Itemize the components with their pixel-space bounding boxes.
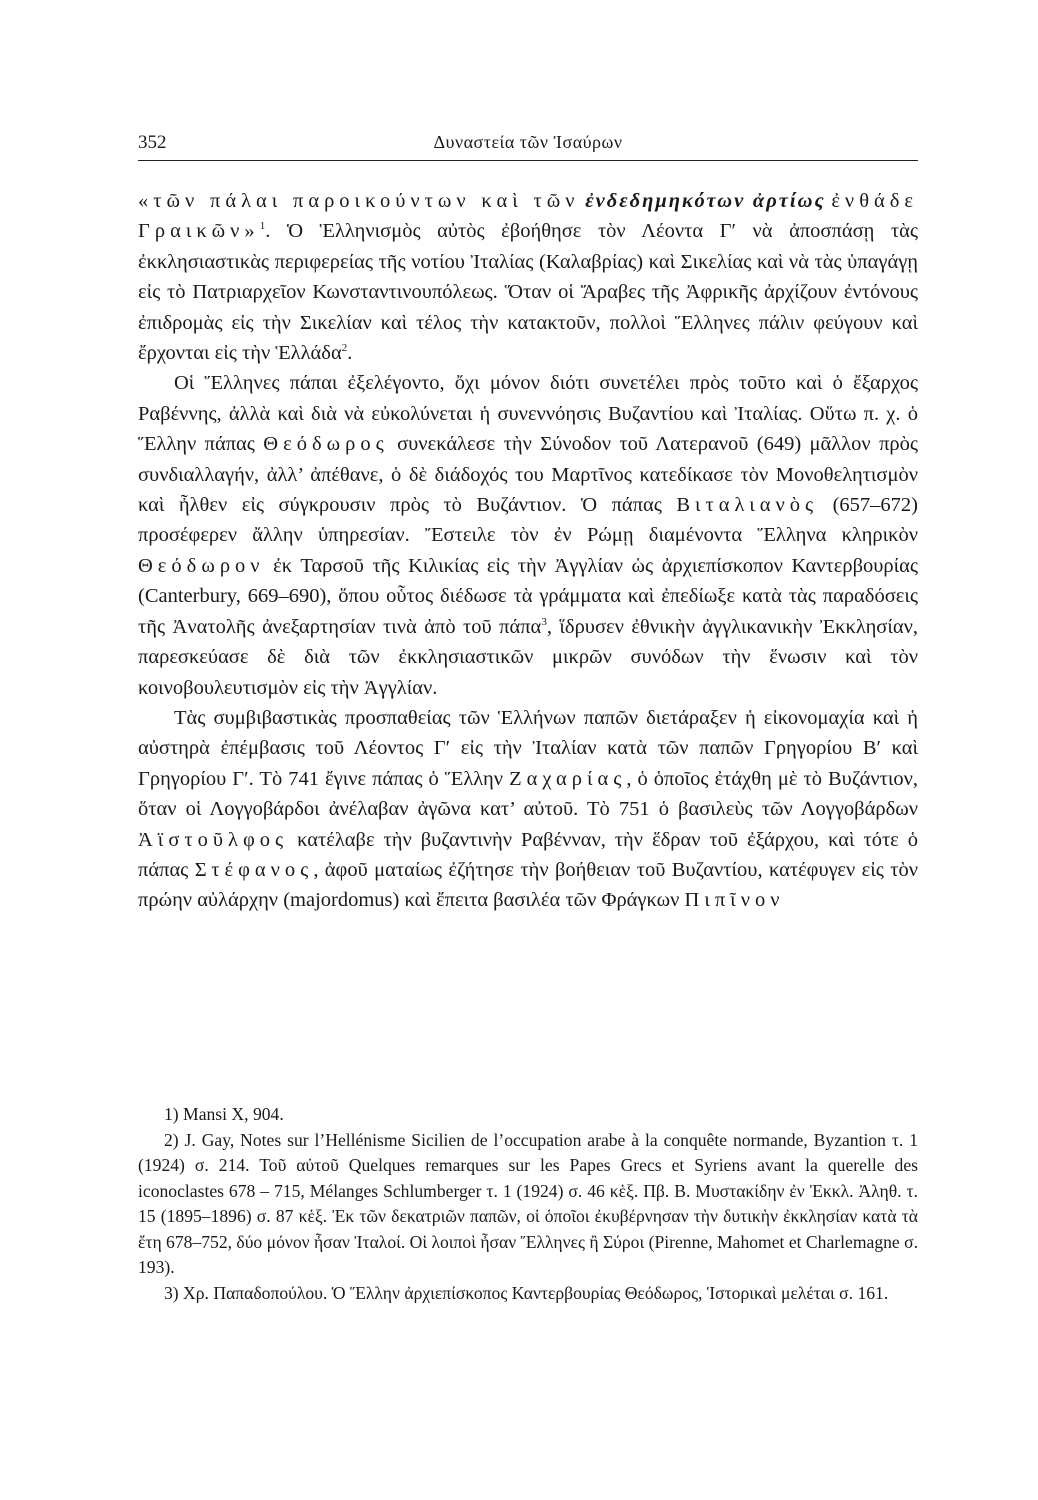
name-theodoron: Θεόδωρον: [138, 554, 265, 577]
name-pipinon: Πιπῖνον: [684, 889, 785, 912]
footnote-ref-1: 1: [259, 220, 266, 233]
paragraph-2-text-d: ἐκ Ταρσοῦ τῆς Κιλικίας εἰς τὴν Ἀγγλίαν ὡς ἀρχιεπίσκοπον Καντερβουρίας (Canterbury, 669–690), ὅπου οὗτος διέδωσε τὰ γράμματα καὶ ἐπεδίωξε κατὰ τὰς παραδόσεις τῆς Ἀνατολῆς ἀνεξαρτησίαν τινὰ ἀπὸ τοῦ πάπα: [138, 554, 919, 638]
paragraph-3-text-c: κατέλαβε τὴν βυζαντινὴν Ραβένναν, τὴν ἕδραν τοῦ ἐξάρχου, καὶ τότε ὁ πάπας: [138, 828, 918, 881]
paragraph-2-text-e: , ἵδρυσεν ἐθνικὴν ἀγγλικανικὴν Ἐκκλησίαν, παρεσκεύασε δὲ διὰ τῶν ἐκκλησιαστικῶν μικρῶν συνόδων τὴν ἕνωσιν καὶ τὸν κοινοβουλευτισμὸν εἰς τὴν Ἀγγλίαν.: [138, 615, 918, 699]
footnote-ref-3: 3: [541, 615, 547, 628]
paragraph-1: [138, 186, 918, 368]
footnotes: [138, 1102, 918, 1306]
paragraph-3: [138, 703, 918, 916]
quote-spaced-end: ἐνθάδε Γραικῶν»: [138, 190, 919, 243]
paragraph-3-text-b: , ὁ ὁποῖος ἐτάχθη μὲ τὸ Βυζάντιον, ὅταν οἱ Λογγοβάρδοι ἀνέλαβαν ἀγῶνα κατ’ αὐτοῦ. Τὸ 751 ὁ βασιλεὺς τῶν Λογγοβάρδων: [138, 767, 918, 821]
footnote-1: 1) Mansi X, 904.: [164, 1104, 284, 1124]
name-theodoros: Θεόδωρος: [263, 433, 389, 456]
page-number: 352: [138, 132, 167, 153]
main-text: [138, 186, 918, 916]
paragraph-3-text-a: Τὰς συμβιβαστικὰς προσπαθείας τῶν Ἑλλήνων παπῶν διετάραξεν ἡ εἰκονομαχία καὶ ἡ αὐστηρὰ ἐπέμβασις τοῦ Λέοντος Γ′ εἰς τὴν Ἰταλίαν κατὰ τῶν παπῶν Γρηγορίου Β′ καὶ Γρηγορίου Γ′. Τὸ 741 ἔγινε πάπας ὁ Ἕλλην: [138, 706, 918, 790]
paragraph-2-text-b: συνεκάλεσε τὴν Σύνοδον τοῦ Λατερανοῦ (649) μᾶλλον πρὸς συνδιαλλαγήν, ἀλλ’ ἀπέθανε, ὁ δὲ διάδοχός του Μαρτῖνος κατεδίκασε τὸν Μονοθελητισμὸν καὶ ἦλθεν εἰς σύγκρουσιν πρὸς τὸ Βυζάντιον. Ὁ πάπας: [138, 433, 919, 517]
paragraph-2-text-a: Οἱ Ἕλληνες πάπαι ἐξελέγοντο, ὄχι μόνον διότι συνετέλει πρὸς τοῦτο καὶ ὁ ἔξαρχος Ραβέννης, ἀλλὰ καὶ διὰ νὰ εὐκολύνεται ἡ συνεννόησις Βυζαντίου καὶ Ἰταλίας. Οὕτω π. χ. ὁ Ἕλλην πάπας: [138, 372, 918, 456]
name-vitalianos: Βιταλιανὸς: [676, 494, 819, 517]
footnote-ref-2: 2: [341, 342, 348, 355]
name-aistoulfos: Ἀϊστοῦλφος: [138, 828, 289, 851]
footnote-2: 2) J. Gay, Notes sur l’Hellénisme Sicilien de l’occupation arabe à la conquête normande, Byzantion τ. 1 (1924) σ. 214. Τοῦ αὐτοῦ Quelques remarques sur les Papes Grecs et Syriens avant la querelle des iconoclastes 678 – 715, Mélanges Schlumberger τ. 1 (1924) σ. 46 κἑξ. Πβ. Β. Μυστακίδην ἐν Ἐκκλ. Ἀληθ. τ. 15 (1895–1896) σ. 87 κἑξ. Ἐκ τῶν δεκατριῶν παπῶν, οἱ ὁποῖοι ἐκυβέρνησαν τὴν δυτικὴν ἐκκλησίαν κατὰ τὰ ἔτη 678–752, δύο μόνον ἦσαν Ἰταλοί. Οἱ λοιποὶ ἦσαν Ἕλληνες ἢ Σύροι (Pirenne, Mahomet et Charlemagne σ. 193).: [138, 1129, 918, 1277]
paragraph-2: [138, 368, 918, 702]
paragraph-3-text-d: , ἀφοῦ ματαίως ἐζήτησε τὴν βοήθειαν τοῦ Βυζαντίου, κατέφυγεν εἰς τὸν πρώην αὐλάρχην (majordomus) καὶ ἔπειτα βασιλέα τῶν Φράγκων: [138, 858, 918, 912]
paragraph-1-end: .: [347, 342, 353, 365]
quote-bold-italic: ἐνδεδημηκότων ἀρτίως: [585, 190, 826, 212]
paragraph-2-text-c: (657–672) προσέφερεν ἄλλην ὑπηρεσίαν. Ἔστειλε τὸν ἐν Ρώμῃ διαμένοντα Ἕλληνα κληρικὸν: [138, 494, 918, 547]
footnote-3: 3) Χρ. Παπαδοπούλου. Ὁ Ἕλλην ἀρχιεπίσκοπος Καντερβουρίας Θεόδωρος, Ἱστορικαὶ μελέται σ. 161.: [164, 1282, 889, 1303]
paragraph-1-text: . Ὁ Ἑλληνισμὸς αὐτὸς ἐβοήθησε τὸν Λέοντα Γ′ νὰ ἀποσπάσῃ τὰς ἐκκλησιαστικὰς περιφερείας τῆς νοτίου Ἰταλίας (Καλαβρίας) καὶ Σικελίας καὶ νὰ τὰς ὑπαγάγῃ εἰς τὸ Πατριαρχεῖον Κωνσταντινουπόλεως. Ὅταν οἱ Ἄραβες τῆς Ἀφρικῆς ἀρχίζουν ἐντόνους ἐπιδρομὰς εἰς τὴν Σικελίαν καὶ τέλος τὴν κατακτοῦν, πολλοὶ Ἕλληνες πάλιν φεύγουν καὶ ἔρχονται εἰς τὴν Ἑλλάδα: [138, 220, 918, 365]
page-header: [138, 130, 918, 161]
running-title: Δυναστεία τῶν Ἰσαύρων: [433, 132, 623, 152]
quote-spaced: «τῶν πάλαι παροικούντων καὶ τῶν: [138, 190, 580, 212]
name-zacharias: Ζαχαρίας: [509, 767, 627, 790]
name-stefanos: Στέφανος: [194, 858, 314, 881]
